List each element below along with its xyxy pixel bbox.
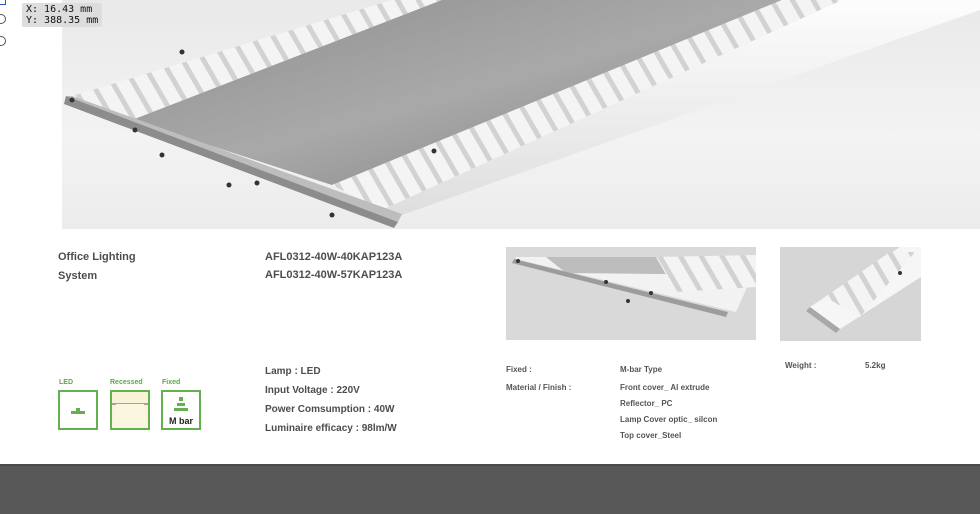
weight-label: Weight : — [785, 361, 817, 370]
material-item: Front cover_ Al extrude — [620, 383, 710, 392]
led-icon — [58, 390, 98, 430]
spec-line: Luminaire efficacy : 98lm/W — [265, 423, 397, 434]
model-number: AFL0312-40W-40KAP123A — [265, 251, 403, 263]
icon-label-fixed: Fixed — [162, 379, 181, 386]
icon-label-led: LED — [59, 379, 73, 386]
spec-line: Input Voltage : 220V — [265, 385, 360, 396]
product-name-line1: Office Lighting — [58, 251, 136, 263]
material-label: Material / Finish : — [506, 383, 572, 392]
fixed-value: M-bar Type — [620, 365, 663, 374]
mbar-caption: M bar — [168, 416, 193, 426]
fixed-icon — [161, 390, 201, 430]
recessed-icon — [110, 390, 150, 430]
fixed-label: Fixed : — [506, 365, 532, 374]
product-hero-image — [62, 0, 980, 229]
spec-line: Power Comsumption : 40W — [265, 404, 395, 415]
material-item: Lamp Cover optic_ silcon — [620, 415, 718, 424]
product-corner-thumbnail — [780, 247, 921, 341]
product-detail-thumbnail — [506, 247, 756, 340]
footer-bar — [0, 464, 980, 514]
radio-handle[interactable] — [0, 14, 6, 24]
selection-marker — [0, 0, 6, 5]
material-item: Reflector_ PC — [620, 399, 673, 408]
icon-label-recessed: Recessed — [110, 379, 143, 386]
product-name-line2: System — [58, 270, 98, 282]
radio-handle[interactable] — [0, 36, 6, 46]
coordinate-readout — [22, 3, 102, 27]
material-item: Top cover_Steel — [620, 431, 682, 440]
model-number: AFL0312-40W-57KAP123A — [265, 269, 403, 281]
weight-value: 5.2kg — [865, 361, 886, 370]
y-readout: Y: 388.35 mm — [26, 15, 99, 26]
x-readout: X: 16.43 mm — [26, 4, 93, 15]
spec-line: Lamp : LED — [265, 366, 321, 377]
